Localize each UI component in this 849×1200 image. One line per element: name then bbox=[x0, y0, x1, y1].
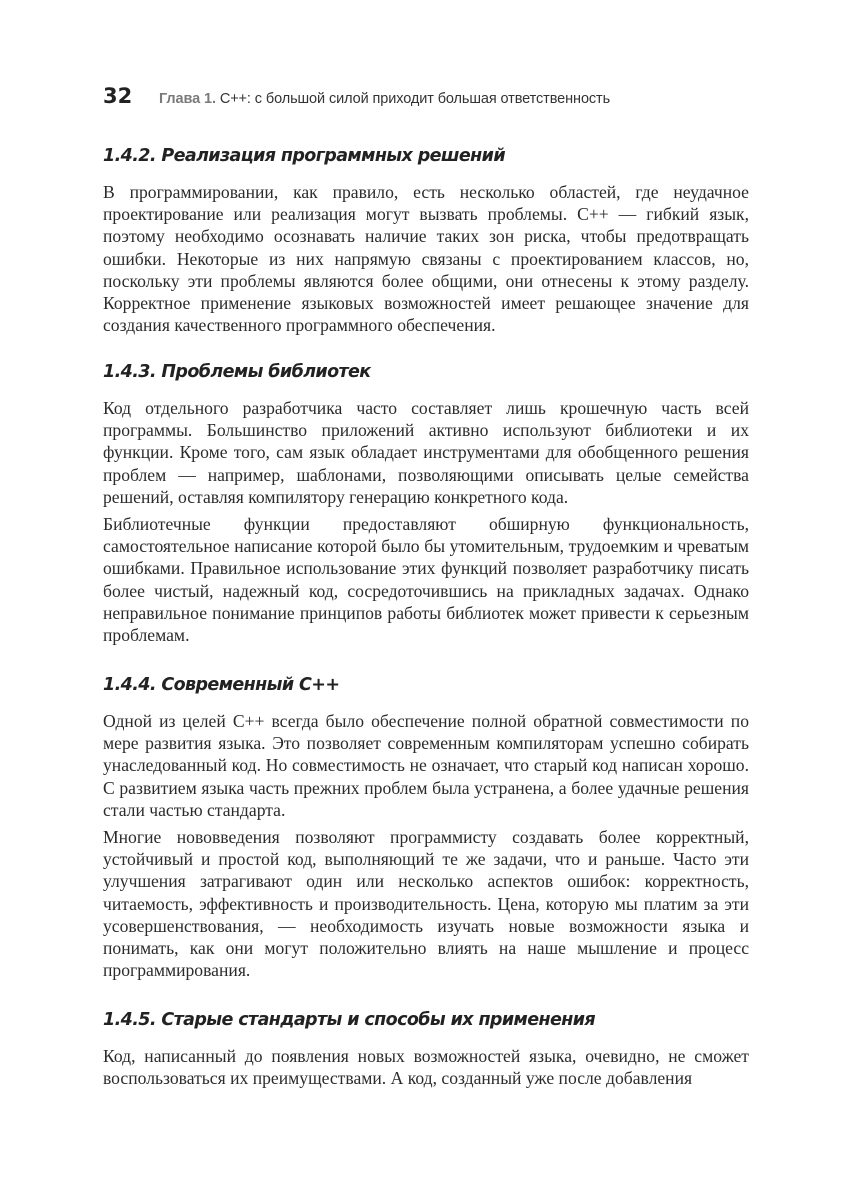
running-header bbox=[103, 84, 763, 114]
section-heading-1-4-4: 1.4.4. Современный C++ bbox=[103, 675, 340, 695]
paragraph: Многие нововведения позволяют программисту создавать более корректный, устойчивый и простой код, выполняющий те же задачи, что и раньше. Часто эти улучшения затрагивают один или несколько аспектов ошибок: корректность, читаемость, эффективность и производительность. Цена, которую мы платим за эти усовершенствования, — необходимость изучать новые возможности языка и понимать, как они могут положительно влиять на наше мышление и процесс программирования. bbox=[103, 827, 749, 981]
section-heading-1-4-2: 1.4.2. Реализация программных решений bbox=[103, 146, 505, 166]
chapter-title: C++: с большой силой приходит большая ответственность bbox=[215, 91, 611, 107]
section-heading-1-4-3: 1.4.3. Проблемы библиотек bbox=[103, 362, 371, 382]
running-header-title bbox=[159, 91, 610, 107]
paragraph: Код отдельного разработчика часто составляет лишь крошечную часть всей программы. Большинство приложений активно используют библиотеки и их функции. Кроме того, сам язык обладает инструментами для обобщенного решения проблем — например, шаблонами, позволяющими описывать целые семейства решений, оставляя компилятору генерацию конкретного кода. bbox=[103, 398, 749, 507]
paragraph: Одной из целей C++ всегда было обеспечение полной обратной совместимости по мере развития языка. Это позволяет современным компиляторам успешно собирать унаследованный код. Но совместимость не означает, что старый код написан хорошо. С развитием языка часть прежних проблем была устранена, а более удачные решения стали частью стандарта. bbox=[103, 711, 749, 820]
page-number: 32 bbox=[103, 84, 133, 108]
section-heading-1-4-5: 1.4.5. Старые стандарты и способы их применения bbox=[103, 1010, 596, 1030]
paragraph: Код, написанный до появления новых возможностей языка, очевидно, не сможет воспользоваться их преимуществами. А код, созданный уже после добавления bbox=[103, 1046, 749, 1089]
paragraph: Библиотечные функции предоставляют обширную функциональность, самостоятельное написание которой было бы утомительным, трудоемким и чреватым ошибками. Правильное использование этих функций позволяет разработчику писать более чистый, надежный код, сосредоточившись на прикладных задачах. Однако неправильное понимание принципов работы библиотек может привести к серьезным проблемам. bbox=[103, 514, 749, 646]
paragraph: В программировании, как правило, есть несколько областей, где неудачное проектирование или реализация могут вызвать проблемы. C++ — гибкий язык, поэтому необходимо осознавать наличие таких зон риска, чтобы предотвращать ошибки. Некоторые из них напрямую связаны с проектированием классов, но, поскольку эти проблемы являются более общими, они отнесены к этому разделу. Корректное применение языковых возможностей имеет решающее значение для создания качественного программного обеспечения. bbox=[103, 182, 749, 336]
chapter-label: Глава 1. bbox=[159, 91, 216, 107]
